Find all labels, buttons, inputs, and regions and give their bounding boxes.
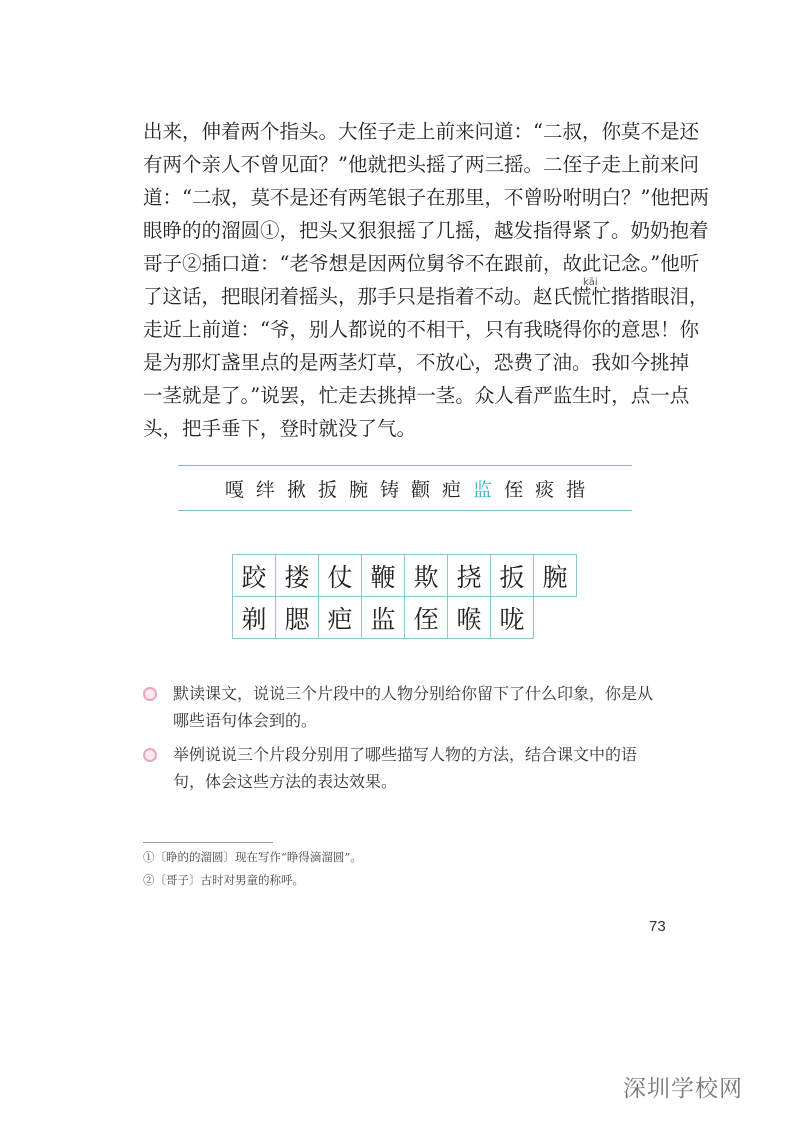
question-bullet-icon	[143, 687, 157, 701]
char: 侄	[504, 478, 524, 501]
grid-cell: 疤	[318, 596, 362, 639]
text-line: 出来，伸着两个指头。大侄子走上前来问道：“二叔，你莫不是还	[143, 120, 699, 143]
grid-cell: 剃	[232, 596, 276, 639]
grid-cell: 跤	[232, 554, 276, 597]
footnote: ①〔睁的的溜圆〕现在写作“睁得滴溜圆”。	[143, 850, 362, 864]
text-line: 头，把手垂下，登时就没了气。	[143, 417, 417, 440]
grid-cell: 喉	[447, 596, 491, 639]
char: 腕	[348, 478, 368, 501]
grid-cell: 咙	[490, 596, 534, 639]
text-line: 有两个亲人不曾见面？”他就把头摇了两三摇。二侄子走上前来问	[143, 153, 699, 176]
char: 嘎	[224, 478, 244, 501]
char: 揪	[286, 478, 306, 501]
char: 铸	[379, 478, 399, 501]
grid-cell: 欺	[404, 554, 448, 597]
question-item	[143, 680, 663, 734]
story-paragraph	[143, 115, 709, 445]
grid-cell: 侄	[404, 596, 448, 639]
char: 绊	[255, 478, 275, 501]
grid-row	[233, 555, 577, 597]
question-text: 默读课文，说说三个片段中的人物分别给你留下了什么印象，你是从哪些语句体会到的。	[173, 684, 654, 730]
pinyin-annotation: kāi	[583, 277, 598, 288]
char: 颧	[411, 478, 431, 501]
question-item	[143, 741, 663, 795]
text-line-with-pinyin	[143, 277, 709, 313]
grid-cell: 仗	[318, 554, 362, 597]
page-number: 73	[649, 918, 666, 935]
char: 疤	[442, 478, 462, 501]
text-line: 哥子②插口道：“老爷想是因两位舅爷不在跟前，故此记念。”他听	[143, 252, 700, 275]
footnote: ②〔哥子〕古时对男童的称呼。	[143, 873, 304, 887]
char: 揩	[566, 478, 586, 501]
grid-cell: 搂	[275, 554, 319, 597]
question-bullet-icon	[143, 748, 157, 762]
grid-cell: 监	[361, 596, 405, 639]
grid-row	[233, 597, 577, 639]
char: 扳	[317, 478, 337, 501]
text-line: 道：“二叔，莫不是还有两笔银子在那里，不曾吩咐明白？”他把两	[143, 186, 709, 209]
question-text: 举例说说三个片段分别用了哪些描写人物的方法，结合课文中的语句，体会这些方法的表达效果。	[173, 745, 638, 791]
grid-cell: 挠	[447, 554, 491, 597]
grid-cell: 腕	[533, 554, 577, 597]
writing-characters-grid	[233, 555, 577, 639]
grid-cell: 鞭	[361, 554, 405, 597]
grid-cell: 扳	[490, 554, 534, 597]
text-line: 走近上前道：“爷，别人都说的不相干，只有我晓得你的意思！你	[143, 318, 699, 341]
text-line: 了这话，把眼闭着摇头，那手只是指着不动。赵氏慌忙揩揩眼泪，	[143, 285, 709, 308]
footnote-divider	[143, 842, 273, 843]
char-highlighted: 监	[473, 478, 493, 501]
text-line: 眼睁的的溜圆①，把头又狠狠摇了几摇，越发指得紧了。奶奶抱着	[143, 219, 709, 242]
recognize-characters-strip	[178, 465, 632, 511]
grid-cell: 腮	[275, 596, 319, 639]
char: 痰	[535, 478, 555, 501]
text-line: 是为那灯盏里点的是两茎灯草，不放心，恐费了油。我如今挑掉	[143, 351, 690, 374]
watermark: 深圳学校网	[623, 1076, 743, 1102]
text-line: 一茎就是了。”说罢，忙走去挑掉一茎。众人看严监生时，点一点	[143, 384, 690, 407]
